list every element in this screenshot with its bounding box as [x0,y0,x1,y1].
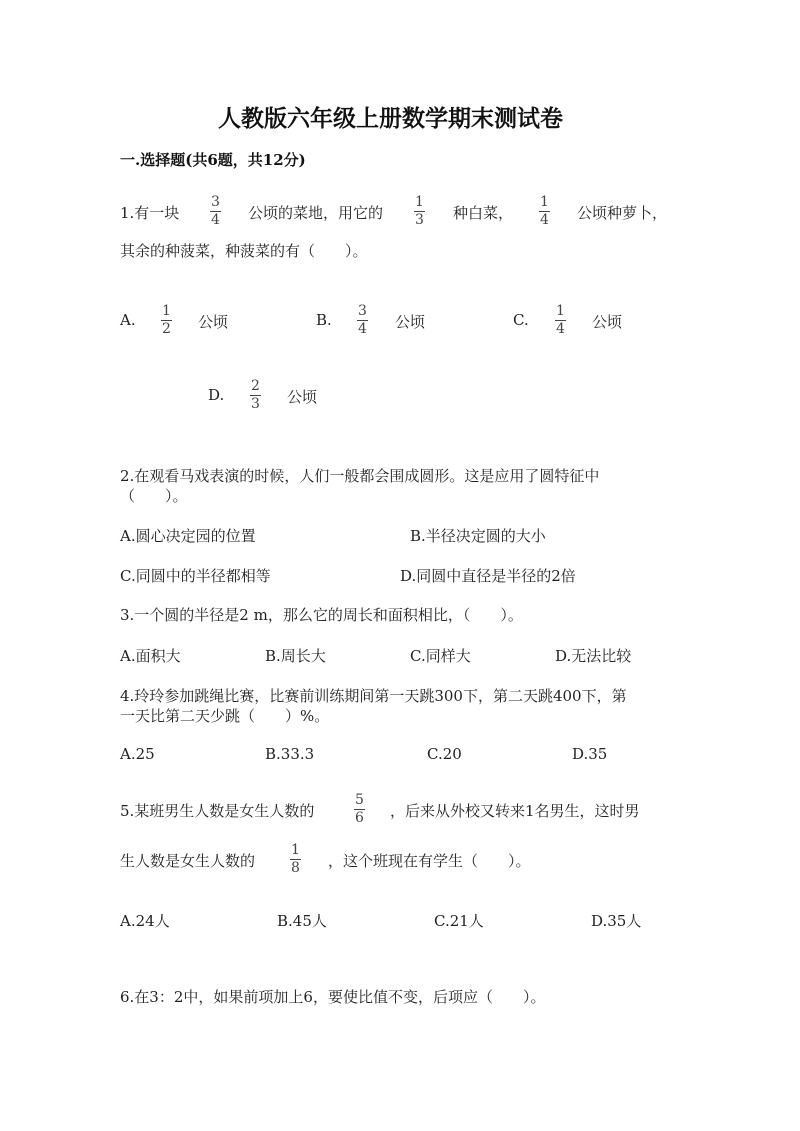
option-unit: 公顷 [287,388,318,406]
option-fraction: 2 3 [251,378,260,412]
option-unit: 公顷 [395,313,426,331]
q3-text: 3.一个圆的半径是2 m，那么它的周长和面积相比，（ ）。 [120,606,523,624]
q5-text-part1: 5.某班男生人数是女生人数的 [120,802,315,820]
q4-option-c[interactable]: C.20 [427,745,462,763]
q2-option-c[interactable]: C.同圆中的半径都相等 [120,567,271,585]
option-fraction: 1 2 [162,303,171,337]
q5-fraction-1: 5 6 [355,792,364,826]
q3-option-a[interactable]: A.面积大 [120,647,181,665]
q3-option-c[interactable]: C.同样大 [410,647,471,665]
q1-text-line2: 其余的种菠菜，种菠菜的有（ ）。 [120,242,368,260]
q1-text-part1: 1.有一块 [120,204,180,222]
q1-text-part4: 公顷种萝卜， [577,204,668,222]
q4-option-a[interactable]: A.25 [120,745,155,763]
q5-text-part2: ，后来从外校又转来1名男生，这时男 [390,802,640,820]
q5-option-a[interactable]: A.24人 [120,912,170,930]
option-fraction: 1 4 [556,303,565,337]
option-unit: 公顷 [198,313,229,331]
option-fraction: 3 4 [358,303,367,337]
section-heading: 一.选择题(共6题，共12分) [120,151,306,169]
q2-text-line1: 2.在观看马戏表演的时候，人们一般都会围成圆形。这是应用了圆特征中 [120,467,600,485]
q1-fraction-3: 1 4 [540,194,549,228]
q6-text: 6.在3：2中，如果前项加上6，要使比值不变，后项应（ ）。 [120,988,546,1006]
q5-text-part4: ，这个班现在有学生（ ）。 [328,852,531,870]
q5-fraction-2: 1 8 [291,842,300,876]
option-label: D. [208,386,225,404]
q2-text-line2: （ ）。 [120,487,188,505]
page-title: 人教版六年级上册数学期末测试卷 [218,105,563,132]
option-label: B. [316,311,332,329]
q5-option-c[interactable]: C.21人 [434,912,484,930]
q5-option-b[interactable]: B.45人 [277,912,327,930]
q4-text-line1: 4.玲玲参加跳绳比赛，比赛前训练期间第一天跳300下，第二天跳400下，第 [120,687,627,705]
q1-fraction-1: 3 4 [211,194,220,228]
option-unit: 公顷 [592,313,623,331]
q2-option-d[interactable]: D.同圆中直径是半径的2倍 [400,567,576,585]
q1-text-part2: 公顷的菜地，用它的 [248,204,384,222]
option-label: C. [513,311,529,329]
q4-option-b[interactable]: B.33.3 [265,745,315,763]
q1-fraction-2: 1 3 [415,194,424,228]
q2-option-a[interactable]: A.圆心决定园的位置 [120,527,256,545]
q3-option-d[interactable]: D.无法比较 [555,647,632,665]
q5-option-d[interactable]: D.35人 [591,912,642,930]
q2-option-b[interactable]: B.半径决定圆的大小 [410,527,546,545]
q3-option-b[interactable]: B.周长大 [265,647,326,665]
q4-text-line2: 一天比第二天少跳（ ）%。 [120,707,330,725]
option-label: A. [120,311,136,329]
q5-text-part3: 生人数是女生人数的 [120,852,256,870]
q1-text-part3: 种白菜， [453,204,514,222]
q4-option-d[interactable]: D.35 [572,745,608,763]
